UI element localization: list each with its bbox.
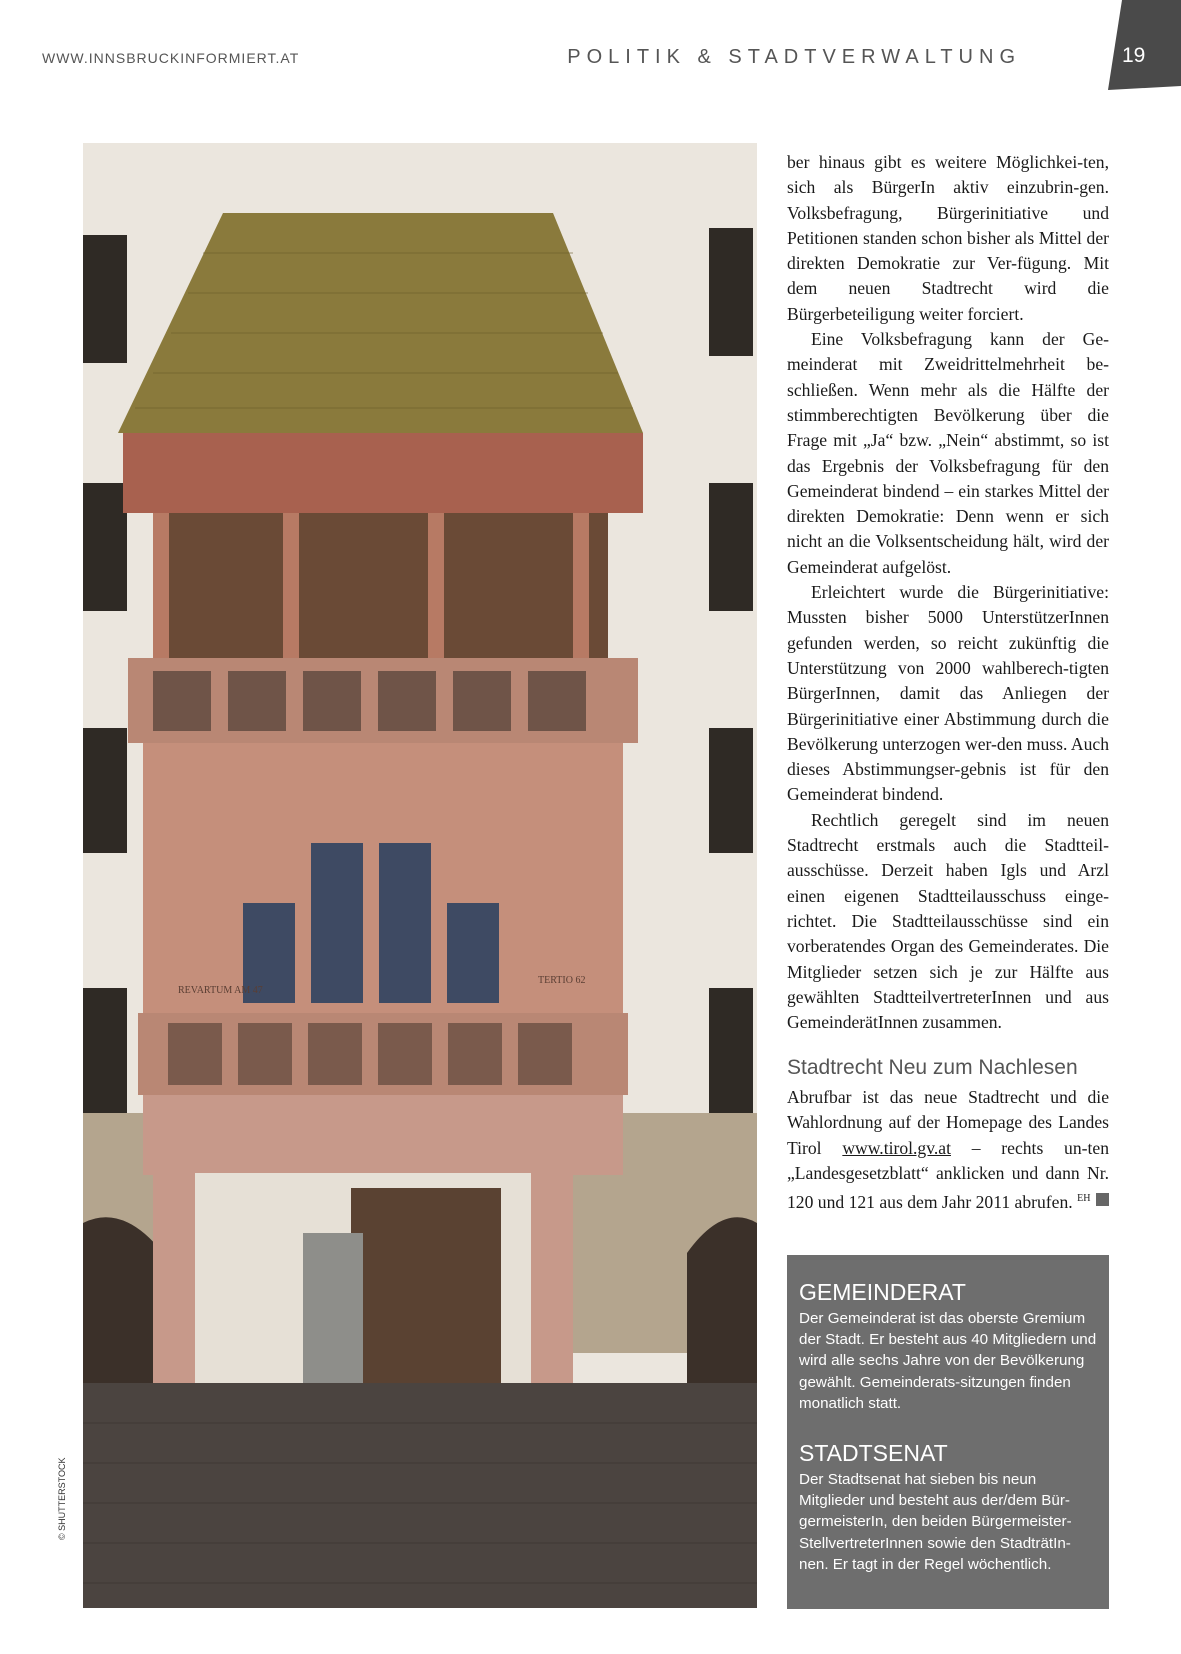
website-url: WWW.INNSBRUCKINFORMIERT.AT [42, 50, 300, 66]
info-box [787, 1255, 1109, 1609]
inscription-right: TERTIO 62 [538, 975, 586, 986]
closing-text-a: Abrufbar ist das neue Stadtrecht und die Wahlordnung auf der Homepage des Landes Tirol [787, 1087, 1109, 1158]
tirol-link[interactable]: www.tirol.gv.at [842, 1137, 951, 1158]
section-title: POLITIK & STADTVERWALTUNG [567, 46, 1021, 68]
paragraph-1: ber hinaus gibt es weitere Möglichkei-ten, sich als BürgerIn aktiv einzubrin-gen. Volksbefragung, Bürgerinitiative und Petitionen standen schon bisher als Mittel der direkten Demokratie zur Ver-fügung. Mit dem neuen Stadtrecht wird die Bürgerbeteiligung weiter forciert. [787, 152, 1109, 324]
author-initials: EH [1077, 1193, 1091, 1205]
photo-credit: © SHUTTERSTOCK [57, 1457, 67, 1540]
golden-roof-photo [83, 143, 757, 1608]
gemeinderat-text: Der Gemeinderat ist das oberste Gremium der Stadt. Er besteht aus 40 Mitgliedern und wird alle sechs Jahre von der Bevölkerung gewählt. Gemeinderats-sitzungen finden monatlich statt. [799, 1310, 1097, 1412]
paragraph-4: Rechtlich geregelt sind im neuen Stadtrecht erstmals auch die Stadtteil-ausschüsse. Derzeit haben Igls und Arzl einen eigenen Stadtteilausschuss einge-richtet. Die Stadtteilausschüsse sind ein vorberatendes Organ des Gemeinderates. Die Mitglieder setzen sich je zur Hälfte aus gewählten StadtteilvertreterInnen und aus GemeinderätInnen zusammen. [787, 809, 1109, 1033]
subheading: Stadtrecht Neu zum Nachlesen [787, 1056, 1078, 1079]
inscription-left: REVARTUM AM 47 [178, 985, 263, 996]
closing-text-b: – rechts un-ten „Landesgesetzblatt“ anklicken und dann Nr. 120 und 121 aus dem Jahr 2011 abrufen. [787, 1137, 1109, 1213]
gemeinderat-heading: GEMEINDERAT [799, 1279, 966, 1305]
article-body [787, 150, 1109, 1035]
stadtsenat-heading: STADTSENAT [799, 1440, 948, 1466]
closing-paragraph [787, 1085, 1109, 1215]
page-number: 19 [1122, 44, 1146, 67]
paragraph-2: Eine Volksbefragung kann der Ge-meinderat mit Zweidrittelmehrheit be-schließen. Wenn mehr als die Hälfte der stimmberechtigten Bevölkerung über die Frage mit „Ja“ bzw. „Nein“ abstimmt, so ist das Ergebnis der Volksbefragung für den Gemeinderat bindend – ein starkes Mittel der direkten Demokratie: Denn wenn er sich nicht an die Volksentscheidung hält, wird der Gemeinderat aufgelöst. [787, 329, 1109, 577]
end-mark-icon [1096, 1193, 1109, 1206]
paragraph-3: Erleichtert wurde die Bürgerinitiative: Mussten bisher 5000 UnterstützerInnen gefunden werden, so reicht zukünftig die Unterstützung von 2000 wahlberech-tigten BürgerInnen, damit das Anliegen der Bürgerinitiative einer Abstimmung durch die Bevölkerung unterzogen wer-den muss. Auch dieses Abstimmungser-gebnis ist für den Gemeinderat bindend. [787, 582, 1109, 805]
stadtsenat-text: Der Stadtsenat hat sieben bis neun Mitglieder und besteht aus der/dem Bür-germeisterIn, den beiden Bürgermeister-StellvertreterInnen sowie den StadträtIn-nen. Er tagt in der Regel wöchentlich. [799, 1471, 1072, 1573]
